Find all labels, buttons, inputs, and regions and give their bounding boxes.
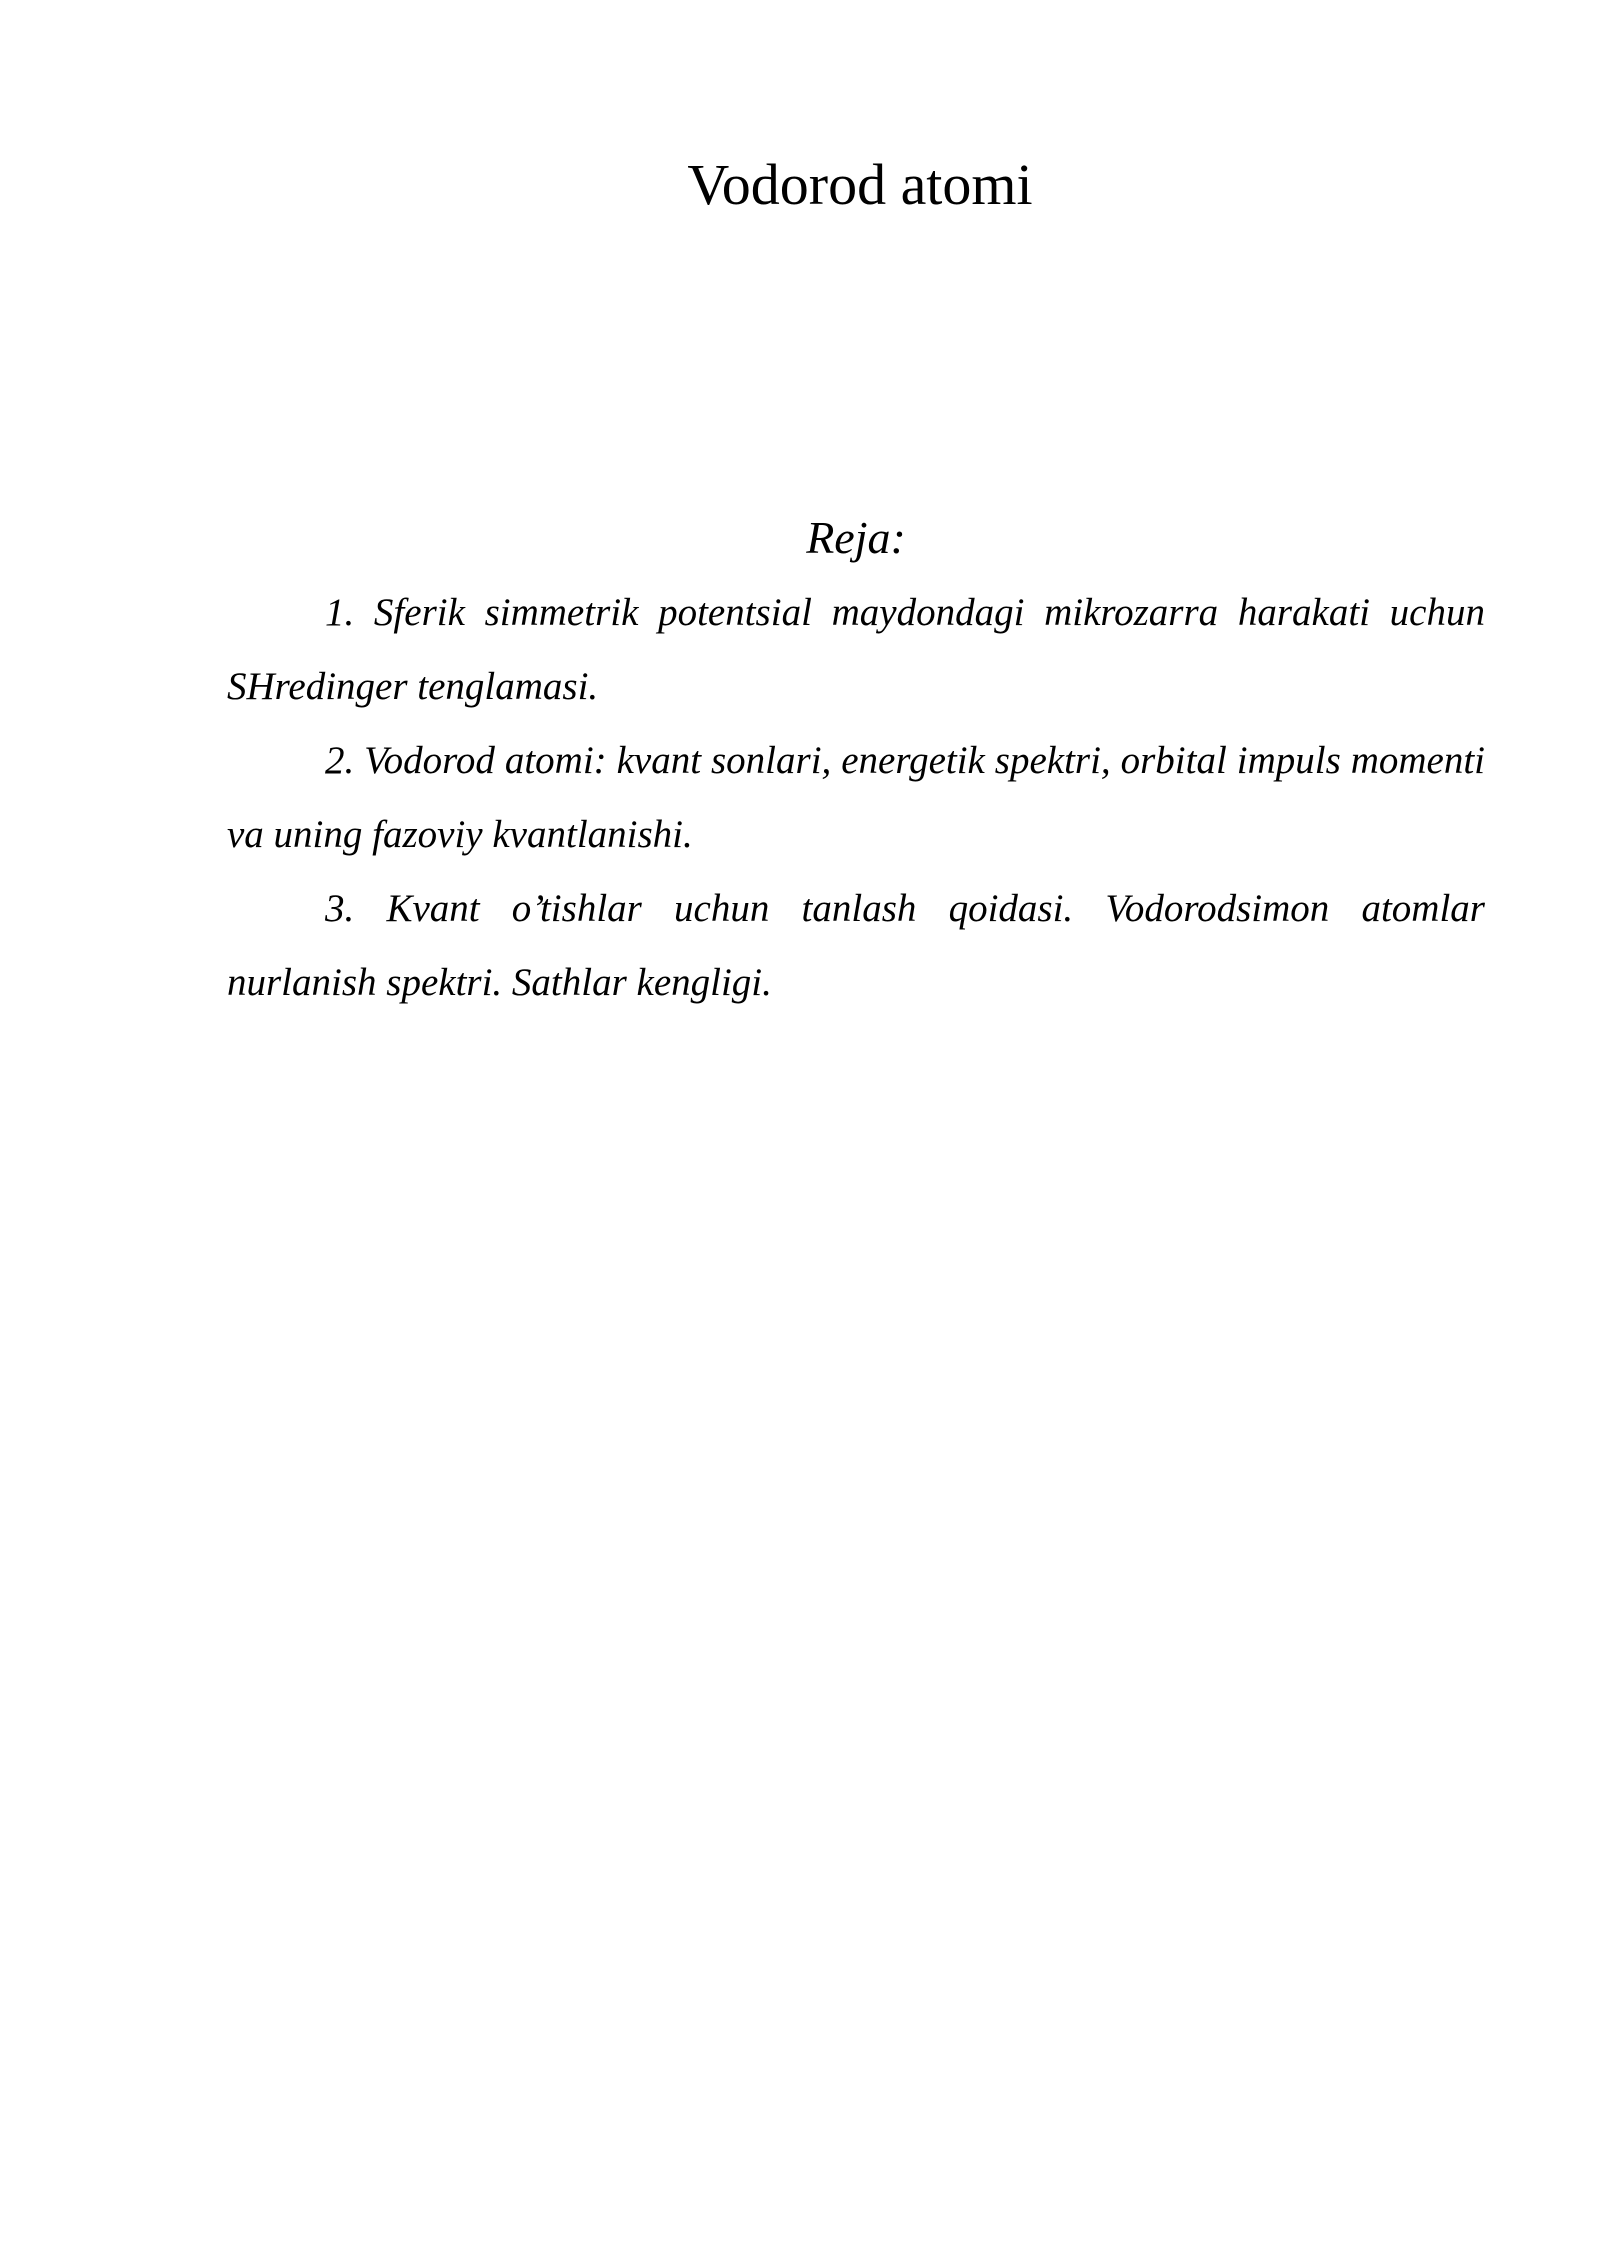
plan-list [227, 576, 1485, 1020]
plan-item-3: 3. Kvant o’tishlar uchun tanlash qoidasi. Vodorodsimon atomlar nurlanish spektri. Sathlar kengligi. [227, 886, 1485, 1004]
plan-section [227, 508, 1485, 1020]
page-title: Vodorod atomi [687, 152, 1033, 217]
plan-heading: Reja: [806, 512, 906, 563]
plan-item-2: 2. Vodorod atomi: kvant sonlari, energetik spektri, orbital impuls momenti va uning fazoviy kvantlanishi. [227, 738, 1485, 856]
plan-item-1: 1. Sferik simmetrik potentsial maydondagi mikrozarra harakati uchun SHredinger tenglamasi. [227, 590, 1485, 708]
